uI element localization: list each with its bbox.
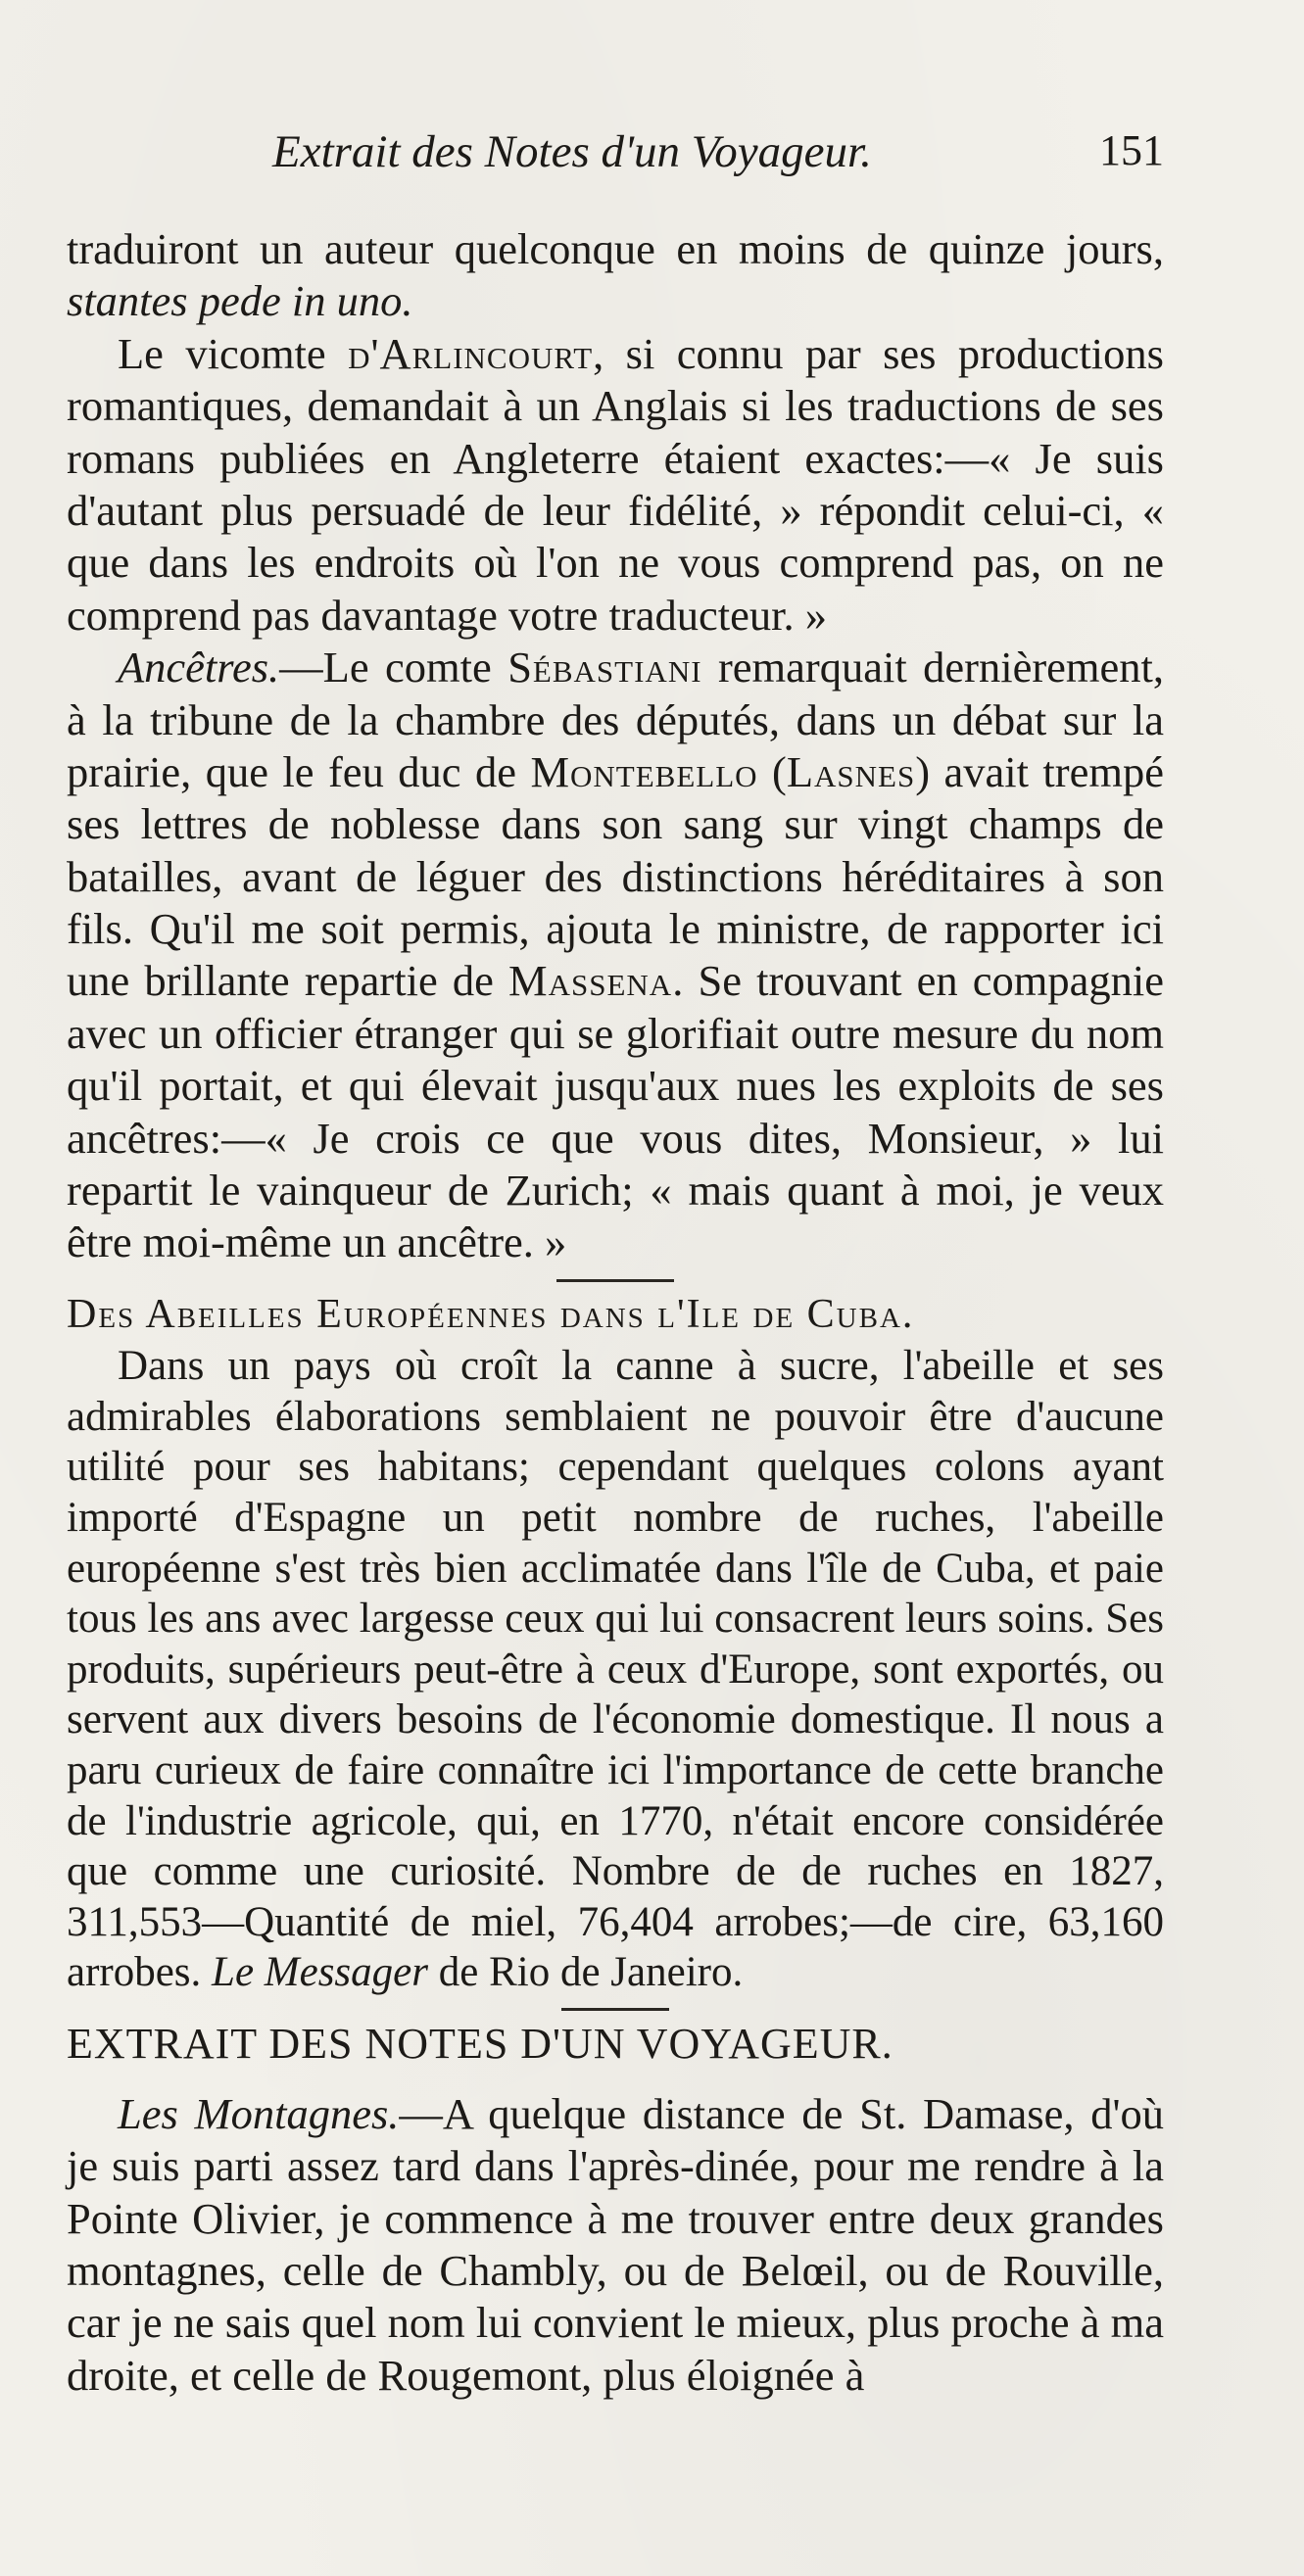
section-divider [561,2008,669,2011]
paragraph-text: ) avait trempé ses lettres de noblesse dans son sang sur vingt champs de batailles, avant de léguer des distinctions héréditaires à son fils. Qu'il me soit permis, ajouta le ministre, de rapporter ici une brillante repartie de [67,746,1164,1006]
article-abeilles [67,1341,1164,1998]
person-name: Lasnes [786,746,916,796]
paragraph-text: traduiront un auteur quelconque en moins de quinze jours, [67,224,1164,273]
person-name: d'Arlincourt [348,328,594,378]
person-name: Sébastiani [507,643,702,692]
source-title: Le Messager [212,1949,428,1996]
section-heading-abeilles: Des Abeilles Européennes dans l'Ile de Cuba. [67,1291,915,1337]
anecdote-ancetres [67,642,1164,1269]
paragraph-text: —A quelque distance de St. Damase, d'où je suis parti assez tard dans l'après-dinée, pour me rendre à la Pointe Olivier, je commence à me trouver entre deux grandes montagnes, celle de Chambly, ou de Belœil, ou de Rouville, car je ne sais quel nom lui convient le mieux, plus proche à ma droite, et celle de Rougemont, plus éloignée à [67,2088,1164,2400]
section-label: Les Montagnes. [118,2088,400,2138]
paragraph-text: de Rio de Janeiro. [428,1949,744,1996]
paragraph-text: Dans un pays où croît la canne à sucre, l'abeille et ses admirables élaborations semblaient ne pouvoir être d'aucune utilité pour ses habitans; cependant quelques colons ayant importé d'Espagne un petit nombre de ruches, l'abeille européenne s'est très bien acclimatée dans l'île de Cuba, et paie tous les ans avec largesse ceux qui lui consacrent leurs soins. Ses produits, supérieurs peut-être à ceux d'Europe, sont exportés, ou servent aux divers besoins de l'économie domestique. Il nous a paru curieux de faire connaître ici l'importance de cette branche de l'industrie agricole, qui, en 1770, n'était encore considérée que comme une curiosité. Nombre de de ruches en 1827, 311,553—Quantité de miel, 76,404 arrobes;—de cire, 63,160 arrobes. [67,1343,1164,1996]
anecdote-translation [67,223,1164,328]
section-label: Ancêtres. [118,643,280,692]
paragraph-text: , si connu par ses productions romantiques, demandait à un Anglais si les traductions de ses romans publiées en Angleterre étaient exactes:—« Je suis d'autant plus persuadé de leur fidélité, » répondit celui-ci, « que dans les endroits où l'on ne vous comprend pas, on ne comprend pas davantage votre traducteur. » [67,328,1164,640]
article-montagnes [67,2088,1164,2402]
paragraph-text: remarquait dernièrement, à la tribune de la chambre des députés, dans un débat sur la prairie, que le feu duc de [67,643,1164,796]
person-name: Montebello [530,746,758,796]
paragraph-text: . Se trouvant en compagnie avec un officier étranger qui se glorifiait outre mesure du nom qu'il portait, et qui élevait jusqu'aux nues les exploits de ses ancêtres:—« Je crois ce que vous dites, Monsieur, » lui repartit le vainqueur de Zurich; « mais quant à moi, je veux être moi-même un ancêtre. » [67,956,1164,1267]
text-column [67,223,1164,2402]
person-name: Massena [508,956,673,1006]
paragraph-text: —Le comte [279,643,508,692]
latin-phrase: stantes pede in uno. [67,276,413,326]
section-heading-voyageur: EXTRAIT DES NOTES D'UN VOYAGEUR. [67,2019,893,2068]
page-header [67,125,1164,184]
page-number: 151 [1099,126,1164,174]
running-title: Extrait des Notes d'un Voyageur. [272,126,872,177]
anecdote-arlincourt [67,328,1164,642]
section-divider [556,1279,674,1282]
paragraph-text: ( [757,746,787,796]
paragraph-text: Le vicomte [118,328,349,378]
